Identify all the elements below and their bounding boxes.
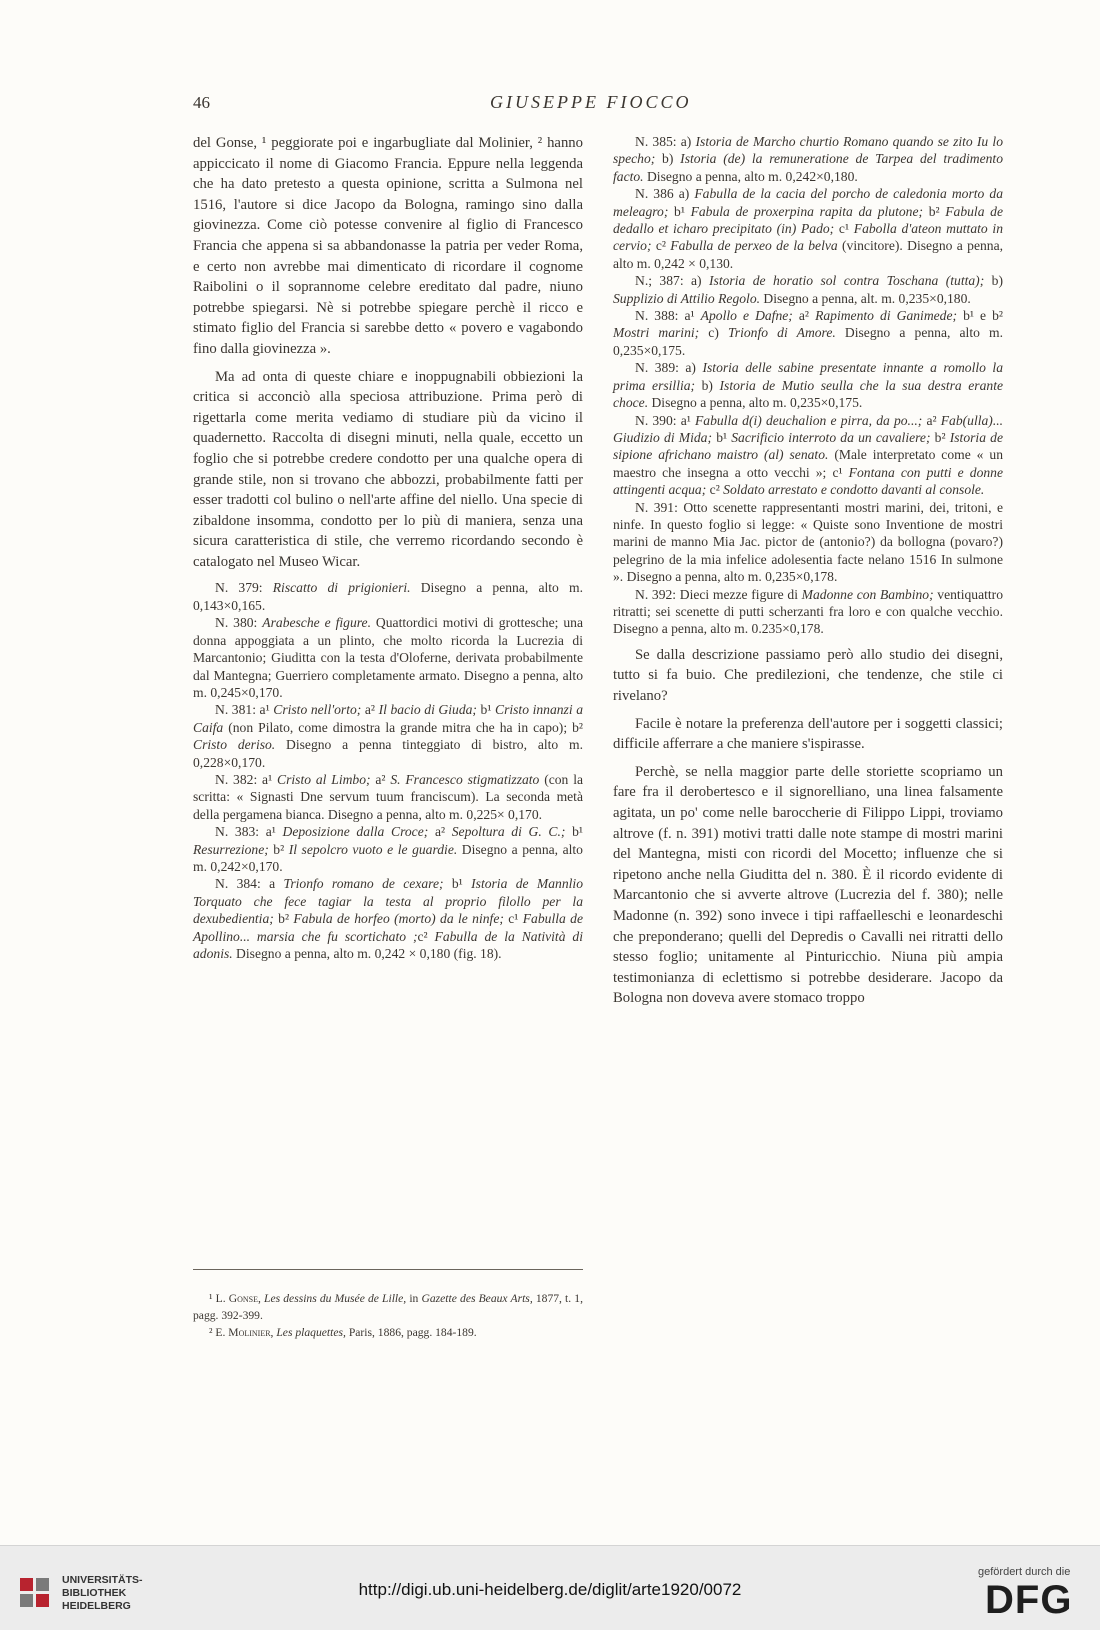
catalog-entry-387: N.; 387: a) Istoria de horatio sol contra Toschana (tutta); b) Supplizio di Attilio Regolo. Disegno a penna, alt. m. 0,235×0,180.	[613, 273, 1003, 306]
paragraph: Se dalla descrizione passiamo però allo studio dei disegni, tutto si fa buio. Che predilezioni, che tendenze, che stile ci rivelano?	[613, 646, 1003, 704]
catalog-entry-388: N. 388: a¹ Apollo e Dafne; a² Rapimento di Ganimede; b¹ e b² Mostri marini; c) Trionfo di Amore. Disegno a penna, alto m. 0,235×0,175.	[613, 308, 1004, 358]
catalog-entry-389: N. 389: a) Istoria delle sabine presentate innante a romollo la prima ersillia; b) Istoria de Mutio seulla che la sua destra erante choce. Disegno a penna, alto m. 0,235×0,175.	[613, 360, 1004, 411]
catalog-entry-391: N. 391: Otto scenette rappresentanti mostri marini, dei, tritoni, e ninfe. In questo foglio si legge: « Quiste sono Inventione de mostri marini de manno Mia Jac. pictor de (antonio?) da bollogna (povaro?) pelegrino de la mia infelice adolesentia facte nelano 1516 In sulmone ». Disegno a penna, alto m. 0,235×0,178.	[613, 499, 1003, 585]
catalog-entry-381: N. 381: a¹ Cristo nell'orto; a² Il bacio di Giuda; b¹ Cristo innanzi a Caifa (non Pilato, come dimostra la grande mitra che ha in capo); b² Cristo deriso. Disegno a penna tinteggiato di bistro, alto m. 0,228×0,170.	[193, 702, 583, 770]
catalog-entry-383: N. 383: a¹ Deposizione dalla Croce; a² Sepoltura di G. C.; b¹ Resurrezione; b² Il sepolcro vuoto e le guardie. Disegno a penna, alto m. 0,242×0,170.	[193, 824, 583, 874]
paragraph: del Gonse, ¹ peggiorate poi e ingarbugliate dal Molinier, ² hanno appiccicato il nome di Giacomo Francia. Eppure nella leggenda che ha dato pretesto a questa opinione, scritta a Sulmona nel 1516, l'autore si dice Jacopo da Bologna, ramingo sino dalla giovinezza. Come ciò potesse convenire al figlio di Francesco Francia che appena si sa abbandonasse la patria per veder Roma, e certo non avrebbe mai dimenticato di ricordare il cognome Raibolini o il soprannome celebre ereditato dal padre, niuno potrebbe spiegarsi. Nè si potrebbe spiegare perchè il ricco e stimato figlio del Francia si sarebbe detto « povero e vagabondo fino dalla giovinezza ».	[193, 135, 583, 357]
dfg-logo: DFG	[985, 1578, 1073, 1622]
paragraph: Perchè, se nella maggior parte delle storiette scopriamo un fare fra il derobertesco e il signorelliano, una linea falsamente agitata, un po' come nelle baroccherie di Filippo Lippi, troviamo altrove (f. n. 391) motivi tratti dalle note stampe di mostri marini del Mantegna, misti con ricordi del Mocetto; influenze che si ripetono anche nella Giuditta del n. 380. È il ricordo evidente di Marcantonio che si avverte altrove (Lucrezia del f. 380); nelle Madonne (n. 392) sono invece i tipi raffaelleschi e leonardeschi che preponderano; quelli del Depredis o Cavalli nei ritratti dello stesso foglio; unitamente al Pinturicchio. Niuna più ampia testimonianza di eclettismo si potrebbe desiderare. Jacopo da Bologna non doveva avere stomaco troppo	[613, 763, 1003, 1007]
footnote-2: ² E. Molinier, Les plaquettes, Paris, 1886, pagg. 184-189.	[209, 1326, 477, 1339]
catalog-entry-379: N. 379: Riscatto di prigionieri. Disegno a penna, alto m. 0,143×0,165.	[193, 580, 583, 613]
footer-bar	[0, 1545, 1100, 1630]
page-number: 46	[193, 93, 210, 112]
catalog-entry-392: N. 392: Dieci mezze figure di Madonne con Bambino; ventiquattro ritratti; sei scenette di putti scherzanti fra loro e con qualche vecchio. Disegno a penna, alto m. 0.235×0,178.	[613, 586, 1003, 637]
catalog-entry-390: N. 390: a¹ Fabulla d(i) deuchalion e pirra, da po...; a² Fab(ulla)... Giudizio di Mida; b¹ Sacrificio interroto da un cavaliere; b² Istoria de sipione africhano maistro (al) senato. (Male interpretato come « un maestro che insegna a otto vecchi »; c¹ Fontana con putti e donne attingenti acqua; c² Soldato arrestato e condotto davanti al console.	[613, 412, 1004, 498]
footnote-divider	[193, 1269, 583, 1270]
right-column	[613, 133, 1003, 1009]
footnotes	[193, 1290, 583, 1341]
paragraph: Facile è notare la preferenza dell'autore per i soggetti classici; difficile afferrare a che maniere s'ispirasse.	[613, 715, 1003, 753]
sponsor-caption: gefördert durch die	[978, 1566, 1071, 1578]
page-url-link[interactable]: http://digi.ub.uni-heidelberg.de/diglit/arte1920/0072	[358, 1580, 742, 1599]
catalog-entry-382: N. 382: a¹ Cristo al Limbo; a² S. Francesco stigmatizzato (con la scritta: « Signasti Dne servum tuum franciscum). La seconda metà della pergamena bianca. Disegno a penna, alto m. 0,225× 0,170.	[193, 771, 584, 822]
catalog-entry-386: N. 386 a) Fabulla de la cacia del porcho de caledonia morto da meleagro; b¹ Fabula de proxerpina rapita da plutone; b² Fabula de dedallo et icharo precipitato (in) Pado; c¹ Fabolla d'ateon muttato in cervio; c² Fabulla de perxeo de la belva (vincitore). Disegno a penna, alto m. 0,242 × 0,130.	[613, 186, 1004, 271]
left-column	[193, 133, 583, 962]
running-head: GIUSEPPE FIOCCO	[490, 92, 692, 112]
library-name: UNIVERSITÄTS- BIBLIOTHEK HEIDELBERG	[62, 1574, 143, 1612]
catalog-entry-384: N. 384: a Trionfo romano de cexare; b¹ Istoria de Mannlio Torquato che fece tagiar la testa al proprio filollo per la dexubedientia; b² Fabula de horfeo (morto) da le ninfe; c¹ Fabulla de Apollino... marsia che fu scortichato ;c² Fabulla de la Natività di adonis. Disegno a penna, alto m. 0,242 × 0,180 (fig. 18).	[193, 876, 583, 961]
footnote-1: ¹ L. Gonse, Les dessins du Musée de Lille, in Gazette des Beaux Arts, 1877, t. 1, pagg. 392-399.	[193, 1292, 583, 1322]
catalog-entry-385: N. 385: a) Istoria de Marcho churtio Romano quando se zito Iu lo specho; b) Istoria (de) la remuneratione de Tarpea del tradimento facto. Disegno a penna, alto m. 0,242×0,180.	[613, 134, 1004, 184]
paragraph: Ma ad onta di queste chiare e inoppugnabili obbiezioni la critica si acconciò alla speciosa attribuzione. Prima però di rigettarla come merita vediamo di studiare più da vicino il quadernetto. Raccolta di disegni minuti, nella quale, eccetto un foglio che si potrebbe credere condotto per una qualche opera di grande stile, non si trovano che abbozzi, probabilmente fatti per esser tradotti col bulino o nell'arte affine del niello. Una specie di zibaldone insomma, condotto per lo più di maniera, senza una sicura caratteristica di stile, che verremo ricordando secondo è catalogato nel Museo Wicar.	[193, 368, 583, 570]
catalog-entry-380: N. 380: Arabesche e figure. Quattordici motivi di grottesche; una donna appoggiata a un plinto, che molto ricorda la Lucrezia di Marcantonio; Giuditta con la testa d'Oloferne, derivata probabilmente dal Mantegna; Guerriero completamente armato. Disegno a penna, alto m. 0,245×0,170.	[193, 615, 583, 700]
